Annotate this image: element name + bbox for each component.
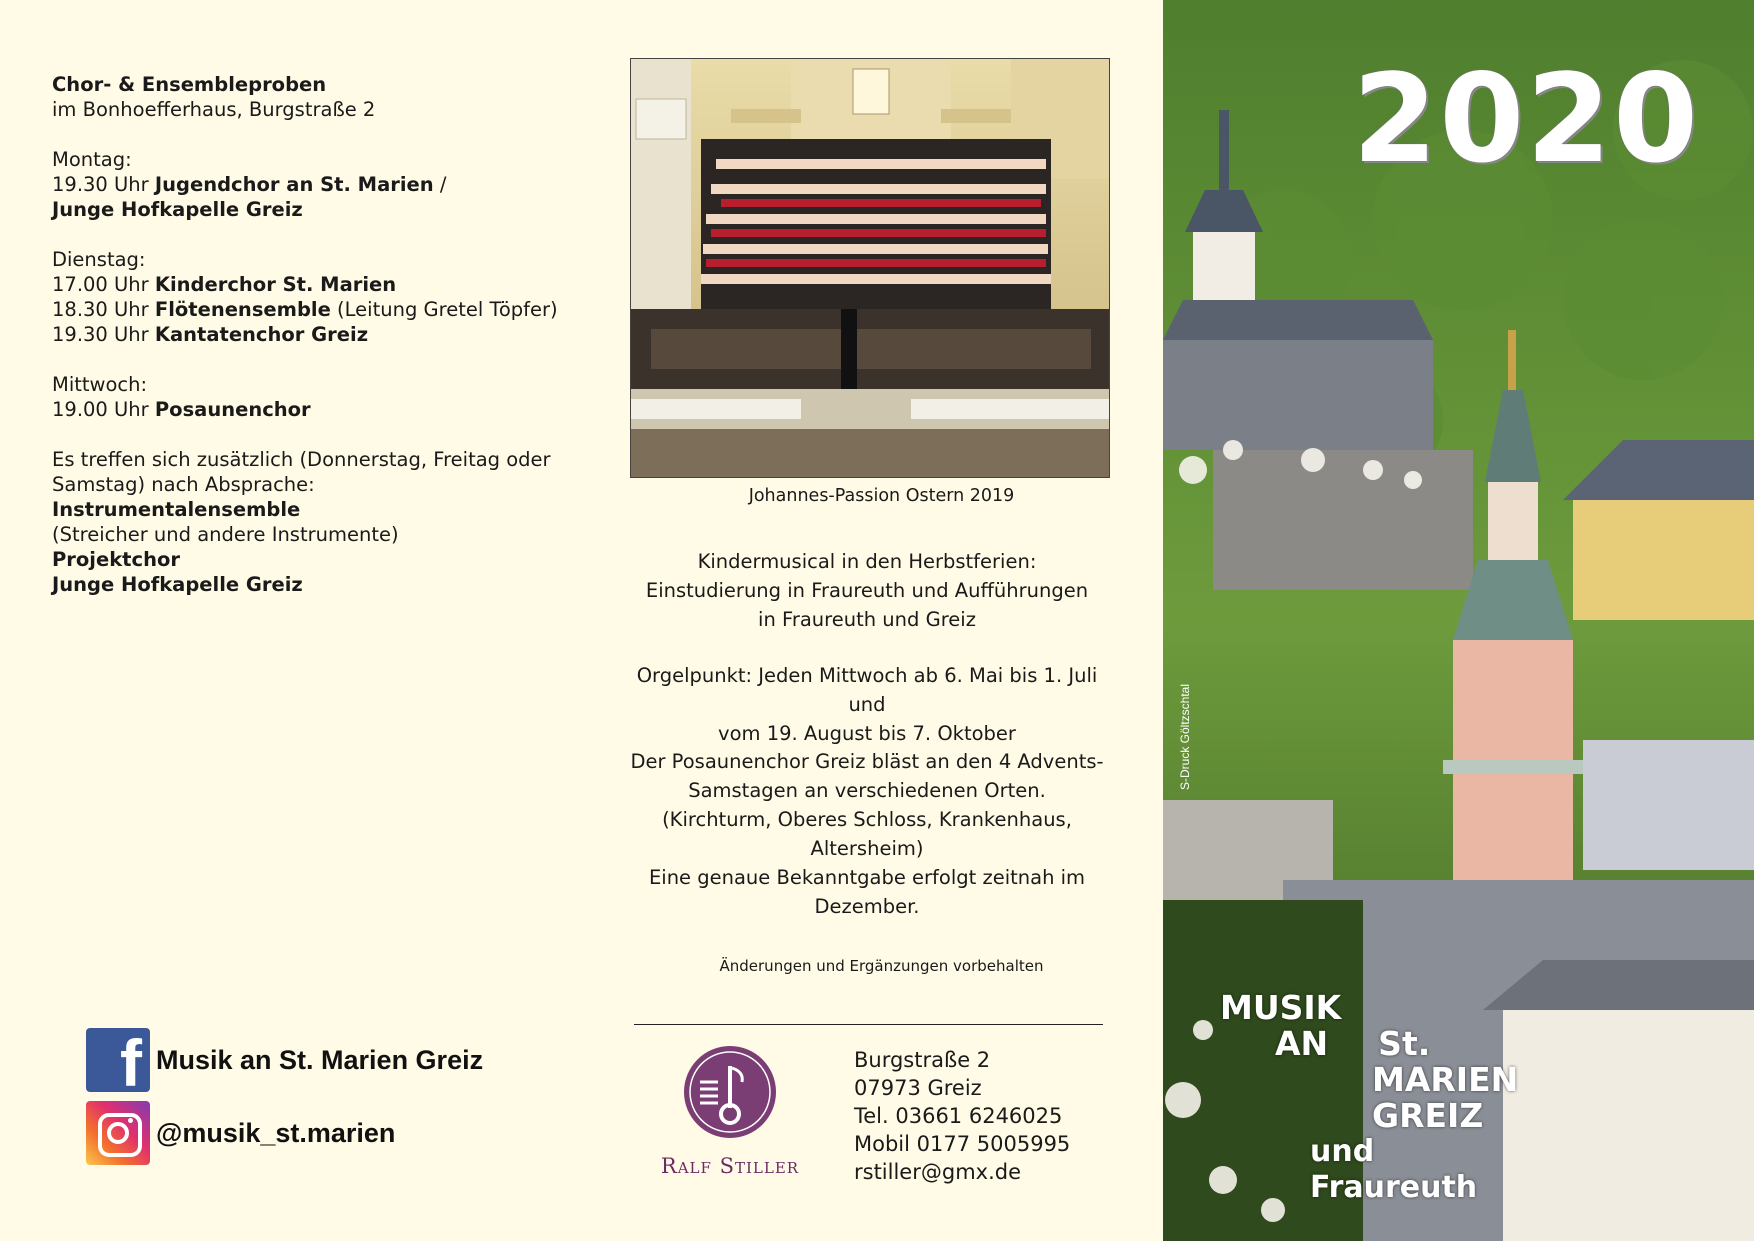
tuesday-entry-3: 19.30 Uhr Kantatenchor Greiz [52, 323, 369, 346]
year-title: 2020 [1352, 48, 1700, 190]
facebook-icon: f [86, 1028, 150, 1092]
ensemble-instrumental-note: (Streicher und andere Instrumente) [52, 523, 399, 546]
ensemble-hofkapelle: Junge Hofkapelle Greiz [52, 573, 303, 596]
orgelpunkt-text: Orgelpunkt: Jeden Mittwoch ab 6. Mai bis 1. Juli und vom 19. August bis 7. Oktober [636, 664, 1098, 745]
ralf-stiller-logo [660, 1046, 800, 1178]
schedule-location: im Bonhoefferhaus, Burgstraße 2 [52, 98, 376, 121]
posaunenchor-text: Der Posaunenchor Greiz bläst an den 4 Advents- Samstagen an verschiedenen Orten. (Kirchturm, Oberes Schloss, Krankenhaus, Altersheim) Eine genaue Bekanntgabe erfolgt zeitnah im Dezember. [630, 750, 1104, 918]
logo-name: Ralf Stiller [660, 1154, 800, 1178]
tuesday-label: Dienstag: [52, 248, 146, 271]
instagram-link[interactable] [86, 1101, 586, 1165]
extra-line-2: Samstag) nach Absprache: [52, 473, 315, 496]
address-city: 07973 Greiz [854, 1076, 982, 1100]
tuesday-entry-2: 18.30 Uhr Flötenensemble (Leitung Gretel Töpfer) [52, 298, 558, 321]
musik-st-marien-logo: MUSIK AN St. MARIEN GREIZ und Fraureuth [1220, 988, 1519, 1205]
monday-entry-2: Junge Hofkapelle Greiz [52, 198, 303, 221]
address-street: Burgstraße 2 [854, 1048, 991, 1072]
monday-label: Montag: [52, 148, 132, 171]
wednesday-entry-1: 19.00 Uhr Posaunenchor [52, 398, 311, 421]
monday-entry: 19.30 Uhr Jugendchor an St. Marien / [52, 173, 447, 196]
ensemble-instrumental: Instrumentalensemble [52, 498, 301, 521]
tuesday-entry-1: 17.00 Uhr Kinderchor St. Marien [52, 273, 397, 296]
disclaimer-note: Änderungen und Ergänzungen vorbehalten [719, 957, 1044, 975]
ensemble-projektchor: Projektchor [52, 548, 180, 571]
printer-credit: S-Druck Göltzschtal [1178, 683, 1192, 790]
left-panel [0, 0, 600, 1241]
wednesday-label: Mittwoch: [52, 373, 148, 396]
photo-caption: Johannes-Passion Ostern 2019 [748, 486, 1015, 506]
facebook-link[interactable] [86, 1026, 586, 1100]
choir-photo [630, 58, 1110, 478]
address-mobile: Mobil 0177 5005995 [854, 1132, 1071, 1156]
facebook-label: Musik an St. Marien Greiz [156, 1044, 484, 1075]
kindermusical-text: Kindermusical in den Herbstferien: Einstudierung in Fraureuth und Aufführungen in Fraureuth und Greiz [645, 550, 1089, 631]
instagram-icon [86, 1101, 150, 1165]
address-phone: Tel. 03661 6246025 [854, 1104, 1063, 1128]
middle-panel [600, 0, 1163, 1241]
extra-line-1: Es treffen sich zusätzlich (Donnerstag, Freitag oder [52, 448, 551, 471]
rehearsal-schedule [52, 72, 572, 597]
address-email[interactable]: rstiller@gmx.de [854, 1160, 1022, 1184]
music-note-icon [684, 1046, 776, 1138]
divider [634, 1024, 1103, 1025]
contact-address [854, 1046, 1070, 1186]
schedule-heading: Chor- & Ensembleproben [52, 73, 327, 96]
instagram-label: @musik_st.marien [156, 1117, 396, 1148]
